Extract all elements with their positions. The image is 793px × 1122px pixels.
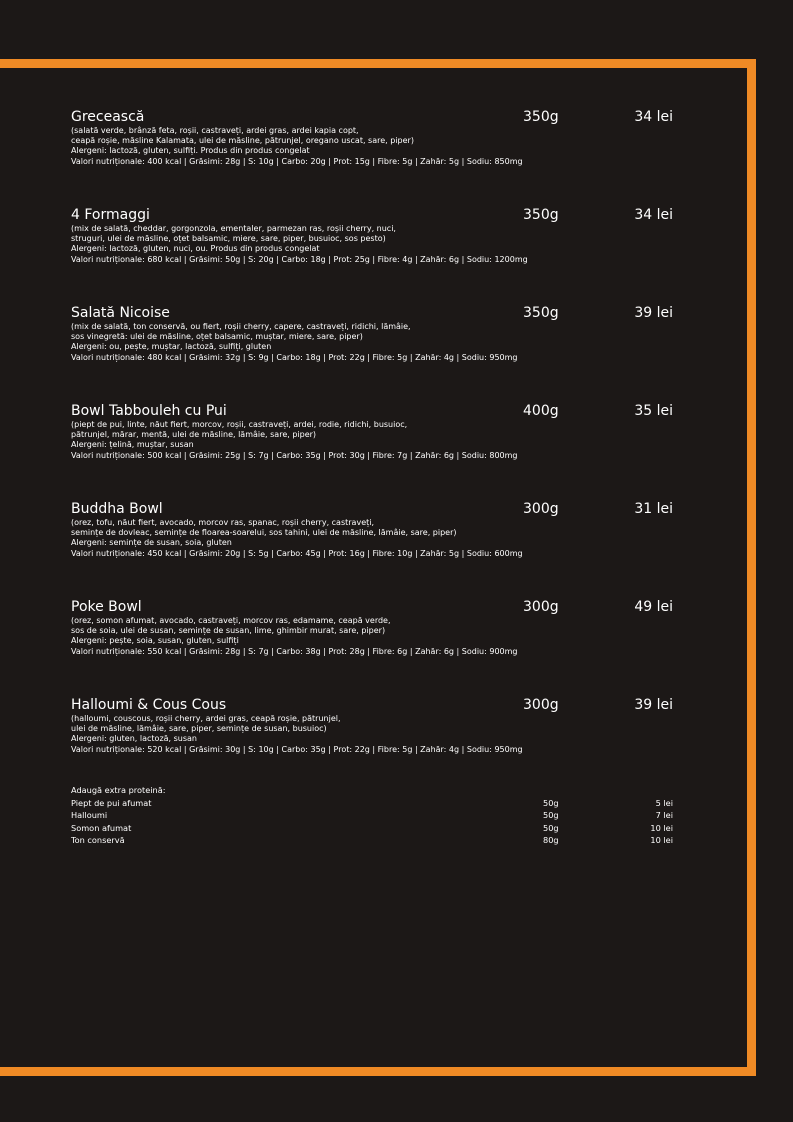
menu-item-header xyxy=(71,599,681,616)
extra-protein-name: Halloumi xyxy=(71,810,108,821)
menu-item xyxy=(71,697,681,795)
extra-protein-section xyxy=(71,784,673,847)
menu-item-weight: 350g xyxy=(523,305,559,321)
menu-item-name: Halloumi & Cous Cous xyxy=(71,697,227,713)
menu-item-header xyxy=(71,109,681,126)
extra-protein-row xyxy=(71,809,673,822)
extra-protein-weight: 50g xyxy=(543,810,559,821)
menu-item-price: 39 lei xyxy=(634,305,673,321)
menu-item-nutrition: Valori nutriționale: 480 kcal | Grăsimi: 32g | S: 9g | Carbo: 18g | Prot: 22g | Fibre: 5g | Zahăr: 4g | Sodiu: 950mg xyxy=(71,352,518,362)
menu-item-allergens: Alergeni: țelină, muștar, susan xyxy=(71,440,194,450)
menu-item xyxy=(71,403,681,501)
extra-protein-name: Somon afumat xyxy=(71,822,132,833)
menu-item-nutrition: Valori nutriționale: 400 kcal | Grăsimi: 28g | S: 10g | Carbo: 20g | Prot: 15g | Fibre: 5g | Zahăr: 5g | Sodiu: 850mg xyxy=(71,156,523,166)
extra-protein-weight: 80g xyxy=(543,835,559,846)
menu-item-name: 4 Formaggi xyxy=(71,207,150,223)
menu-item-name: Salată Nicoise xyxy=(71,305,170,321)
extra-protein-weight: 50g xyxy=(543,822,559,833)
description-line: (halloumi, couscous, roșii cherry, ardei gras, ceapă roșie, pătrunjel, xyxy=(71,714,341,723)
menu-item-weight: 350g xyxy=(523,109,559,125)
description-line: (orez, tofu, năut fiert, avocado, morcov ras, spanac, roșii cherry, castraveți, xyxy=(71,518,375,527)
description-line: ceapă roșie, măsline Kalamata, ulei de măsline, pătrunjel, oregano uscat, sare, piper) xyxy=(71,136,414,146)
menu-item xyxy=(71,501,681,599)
extra-protein-name: Piept de pui afumat xyxy=(71,797,152,808)
description-line: (mix de salată, cheddar, gorgonzola, ementaler, parmezan ras, roșii cherry, nuci, xyxy=(71,224,396,233)
menu-item-weight: 300g xyxy=(523,599,559,615)
description-line: (orez, somon afumat, avocado, castraveți, morcov ras, edamame, ceapă verde, xyxy=(71,616,391,625)
menu-item-header xyxy=(71,501,681,518)
menu-item-allergens: Alergeni: pește, soia, susan, gluten, sulfiți xyxy=(71,636,239,646)
menu-item-nutrition: Valori nutriționale: 520 kcal | Grăsimi: 30g | S: 10g | Carbo: 35g | Prot: 22g | Fibre: 5g | Zahăr: 4g | Sodiu: 950mg xyxy=(71,744,523,754)
menu-item xyxy=(71,207,681,305)
menu-item-description xyxy=(71,224,681,244)
extra-protein-price: 10 lei xyxy=(650,835,673,846)
menu-item-allergens: Alergeni: semințe de susan, soia, gluten xyxy=(71,538,232,548)
description-line: semințe de dovleac, semințe de floarea-soarelui, sos tahini, ulei de măsline, lămâie, sare, piper) xyxy=(71,528,457,538)
extra-protein-row xyxy=(71,834,673,847)
menu-item-allergens: Alergeni: gluten, lactoză, susan xyxy=(71,734,198,744)
extra-protein-row xyxy=(71,797,673,810)
menu-item-description xyxy=(71,420,681,440)
menu-list xyxy=(71,109,681,795)
description-line: sos de soia, ulei de susan, semințe de susan, lime, ghimbir murat, sare, piper) xyxy=(71,626,386,636)
menu-item-description xyxy=(71,126,681,146)
menu-item-header xyxy=(71,697,681,714)
menu-item-name: Buddha Bowl xyxy=(71,501,163,517)
menu-item-price: 35 lei xyxy=(634,403,673,419)
extra-protein-row xyxy=(71,822,673,835)
menu-item-nutrition: Valori nutriționale: 500 kcal | Grăsimi: 25g | S: 7g | Carbo: 35g | Prot: 30g | Fibre: 7g | Zahăr: 6g | Sodiu: 800mg xyxy=(71,450,518,460)
menu-item-weight: 300g xyxy=(523,697,559,713)
menu-item-price: 39 lei xyxy=(634,697,673,713)
menu-item-description xyxy=(71,616,681,636)
menu-item-price: 34 lei xyxy=(634,109,673,125)
menu-item-weight: 400g xyxy=(523,403,559,419)
menu-item-nutrition: Valori nutriționale: 680 kcal | Grăsimi: 50g | S: 20g | Carbo: 18g | Prot: 25g | Fibre: 4g | Zahăr: 6g | Sodiu: 1200mg xyxy=(71,254,528,264)
menu-item-nutrition: Valori nutriționale: 550 kcal | Grăsimi: 28g | S: 7g | Carbo: 38g | Prot: 28g | Fibre: 6g | Zahăr: 6g | Sodiu: 900mg xyxy=(71,646,518,656)
menu-item-name: Grecească xyxy=(71,109,145,125)
menu-item-header xyxy=(71,403,681,420)
menu-item xyxy=(71,599,681,697)
menu-item-description xyxy=(71,322,681,342)
menu-item-price: 31 lei xyxy=(634,501,673,517)
description-line: (piept de pui, linte, năut fiert, morcov, roșii, castraveți, ardei, rodie, ridichi, busuioc, xyxy=(71,420,408,429)
menu-item-name: Bowl Tabbouleh cu Pui xyxy=(71,403,227,419)
description-line: (salată verde, brânză feta, roșii, castraveți, ardei gras, ardei kapia copt, xyxy=(71,126,359,135)
extra-protein-price: 7 lei xyxy=(655,810,673,821)
menu-item xyxy=(71,305,681,403)
description-line: struguri, ulei de măsline, oțet balsamic, miere, sare, piper, busuioc, sos pesto) xyxy=(71,234,386,244)
extra-protein-name: Ton conservă xyxy=(71,835,125,846)
menu-item-price: 49 lei xyxy=(634,599,673,615)
menu-item-allergens: Alergeni: lactoză, gluten, sulfiți. Produs din produs congelat xyxy=(71,146,310,156)
menu-item-nutrition: Valori nutriționale: 450 kcal | Grăsimi: 20g | S: 5g | Carbo: 45g | Prot: 16g | Fibre: 10g | Zahăr: 5g | Sodiu: 600mg xyxy=(71,548,523,558)
menu-item-header xyxy=(71,207,681,224)
menu-item-weight: 350g xyxy=(523,207,559,223)
menu-item xyxy=(71,109,681,207)
extra-protein-weight: 50g xyxy=(543,797,559,808)
menu-item-name: Poke Bowl xyxy=(71,599,142,615)
menu-item-description xyxy=(71,714,681,734)
description-line: pătrunjel, mărar, mentă, ulei de măsline, lămâie, sare, piper) xyxy=(71,430,317,440)
menu-item-weight: 300g xyxy=(523,501,559,517)
menu-item-allergens: Alergeni: ou, pește, muștar, lactoză, sulfiți, gluten xyxy=(71,342,272,352)
extra-protein-price: 10 lei xyxy=(650,822,673,833)
menu-item-header xyxy=(71,305,681,322)
menu-item-allergens: Alergeni: lactoză, gluten, nuci, ou. Produs din produs congelat xyxy=(71,244,320,254)
description-line: ulei de măsline, lămâie, sare, piper, semințe de susan, busuioc) xyxy=(71,724,327,734)
extra-protein-price: 5 lei xyxy=(655,797,673,808)
extra-protein-title: Adaugă extra proteină: xyxy=(71,785,166,795)
description-line: (mix de salată, ton conservă, ou fiert, roșii cherry, capere, castraveți, ridichi, lămâie, xyxy=(71,322,411,331)
menu-item-description xyxy=(71,518,681,538)
description-line: sos vinegretă: ulei de măsline, oțet balsamic, muștar, miere, sare, piper) xyxy=(71,332,363,342)
menu-item-price: 34 lei xyxy=(634,207,673,223)
